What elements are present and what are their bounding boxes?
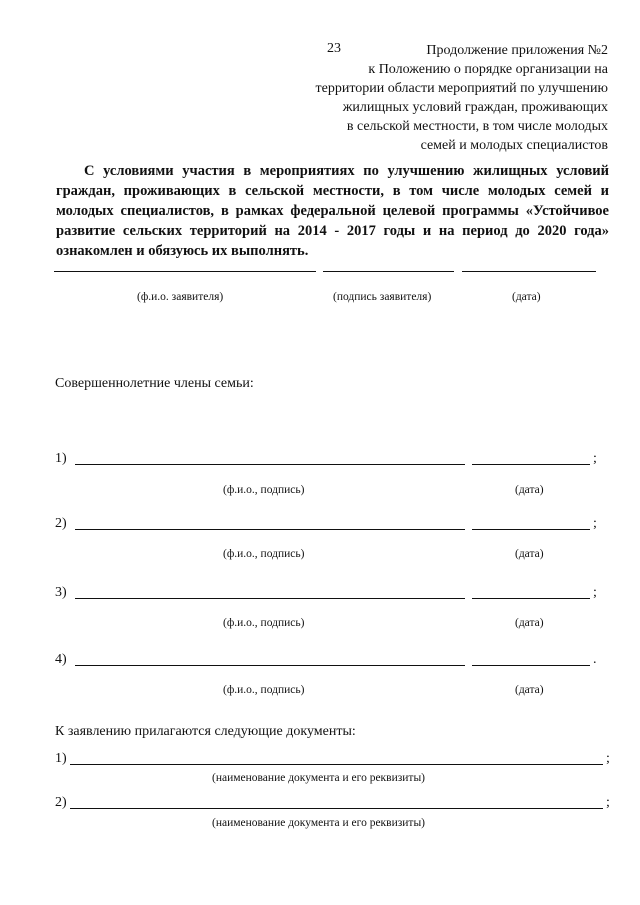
applicant-name-caption: (ф.и.о. заявителя) xyxy=(137,291,224,303)
member-2-name-caption: (ф.и.о., подпись) xyxy=(223,548,305,560)
member-4-end: . xyxy=(593,652,597,667)
document-2-end: ; xyxy=(606,795,610,810)
member-4-date-caption: (дата) xyxy=(515,684,544,696)
member-1-number: 1) xyxy=(55,451,67,466)
document-1-number: 1) xyxy=(55,751,67,766)
header-line-6: семей и молодых специалистов xyxy=(420,138,608,153)
member-3-date-caption: (дата) xyxy=(515,617,544,629)
applicant-date-caption: (дата) xyxy=(512,291,541,303)
header-line-3: территории области мероприятий по улучшению xyxy=(315,81,608,96)
member-2-end: ; xyxy=(593,516,597,531)
member-4-name-line[interactable] xyxy=(75,665,465,666)
member-3-date-line[interactable] xyxy=(472,598,590,599)
documents-heading: К заявлению прилагаются следующие документы: xyxy=(55,724,356,739)
document-2-number: 2) xyxy=(55,795,67,810)
header-line-1: Продолжение приложения №2 xyxy=(426,43,608,58)
document-1-caption: (наименование документа и его реквизиты) xyxy=(212,772,425,784)
document-2-caption: (наименование документа и его реквизиты) xyxy=(212,817,425,829)
member-1-name-line[interactable] xyxy=(75,464,465,465)
member-4-name-caption: (ф.и.о., подпись) xyxy=(223,684,305,696)
member-1-date-line[interactable] xyxy=(472,464,590,465)
family-heading: Совершеннолетние члены семьи: xyxy=(55,376,254,391)
member-2-date-caption: (дата) xyxy=(515,548,544,560)
header-line-5: в сельской местности, в том числе молодых xyxy=(346,119,608,134)
member-2-date-line[interactable] xyxy=(472,529,590,530)
member-3-name-caption: (ф.и.о., подпись) xyxy=(223,617,305,629)
header-line-4: жилищных условий граждан, проживающих xyxy=(342,100,608,115)
page-number: 23 xyxy=(327,41,341,56)
member-1-date-caption: (дата) xyxy=(515,484,544,496)
applicant-date-line[interactable] xyxy=(462,271,596,272)
document-1-line[interactable] xyxy=(70,764,603,765)
member-1-name-caption: (ф.и.о., подпись) xyxy=(223,484,305,496)
document-2-line[interactable] xyxy=(70,808,603,809)
header-line-2: к Положению о порядке организации на xyxy=(368,62,608,77)
applicant-signature-line[interactable] xyxy=(323,271,454,272)
intro-paragraph: С условиями участия в мероприятиях по улучшению жилищных условий граждан, проживающих в сельской местности, в том числе молодых семей и молодых специалистов, в рамках федеральной целевой программы «Устойчивое развитие сельских территорий на 2014 - 2017 годы и на период до 2020 года» ознакомлен и обязуюсь их выполнять. xyxy=(56,163,609,259)
applicant-signature-caption: (подпись заявителя) xyxy=(333,291,432,303)
member-3-number: 3) xyxy=(55,585,67,600)
member-2-number: 2) xyxy=(55,516,67,531)
member-1-end: ; xyxy=(593,451,597,466)
member-3-end: ; xyxy=(593,585,597,600)
member-2-name-line[interactable] xyxy=(75,529,465,530)
applicant-name-line[interactable] xyxy=(54,271,316,272)
member-4-number: 4) xyxy=(55,652,67,667)
document-1-end: ; xyxy=(606,751,610,766)
member-4-date-line[interactable] xyxy=(472,665,590,666)
member-3-name-line[interactable] xyxy=(75,598,465,599)
